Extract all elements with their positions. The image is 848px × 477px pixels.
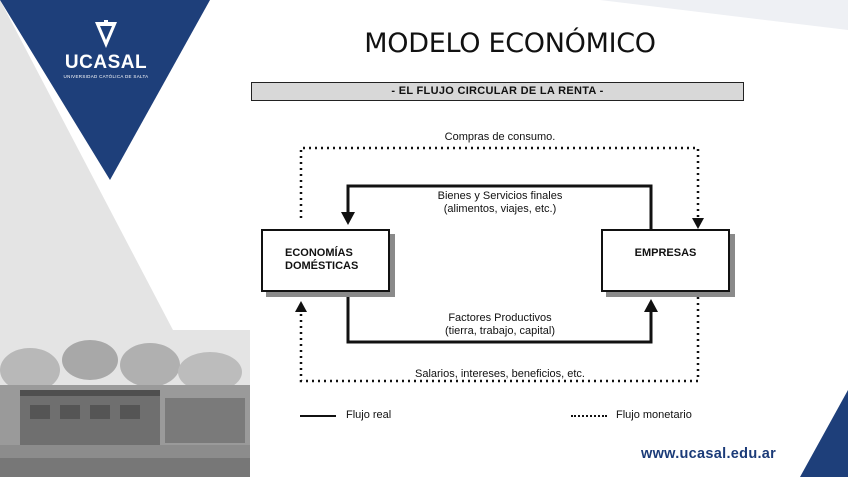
bienes-label-line2: (alimentos, viajes, etc.)	[443, 203, 557, 215]
logo-name: UCASAL	[64, 52, 148, 73]
bienes-label-line1: Bienes y Servicios finales	[437, 190, 563, 202]
legend-monetario-label: Flujo monetario	[616, 409, 692, 421]
factores-label-line1: Factores Productivos	[448, 312, 552, 324]
firms-label: EMPRESAS	[634, 247, 697, 259]
salarios-label: Salarios, intereses, beneficios, etc.	[415, 368, 585, 380]
households-label-line1: ECONOMÍAS	[285, 247, 353, 259]
consumo-label: Compras de consumo.	[444, 131, 556, 143]
slide-title: MODELO ECONÓMICO	[364, 28, 656, 59]
legend-real-label: Flujo real	[346, 409, 392, 421]
households-label-line2: DOMÉSTICAS	[285, 260, 359, 272]
consumo-arrowhead	[692, 218, 704, 229]
households-box	[261, 229, 390, 292]
banner-text: - EL FLUJO CIRCULAR DE LA RENTA -	[391, 85, 604, 97]
households-label	[285, 247, 410, 273]
legend-solid-line	[300, 415, 336, 417]
firms-box	[601, 229, 730, 292]
footer-url[interactable]: www.ucasal.edu.ar	[641, 446, 777, 462]
factores-arrowhead	[644, 299, 658, 312]
factores-label-line2: (tierra, trabajo, capital)	[444, 325, 556, 337]
bienes-arrowhead	[341, 212, 355, 225]
salarios-arrowhead	[295, 301, 307, 312]
legend-dotted-line	[571, 415, 607, 417]
logo-subtitle: UNIVERSIDAD CATÓLICA DE SALTA	[63, 74, 149, 79]
